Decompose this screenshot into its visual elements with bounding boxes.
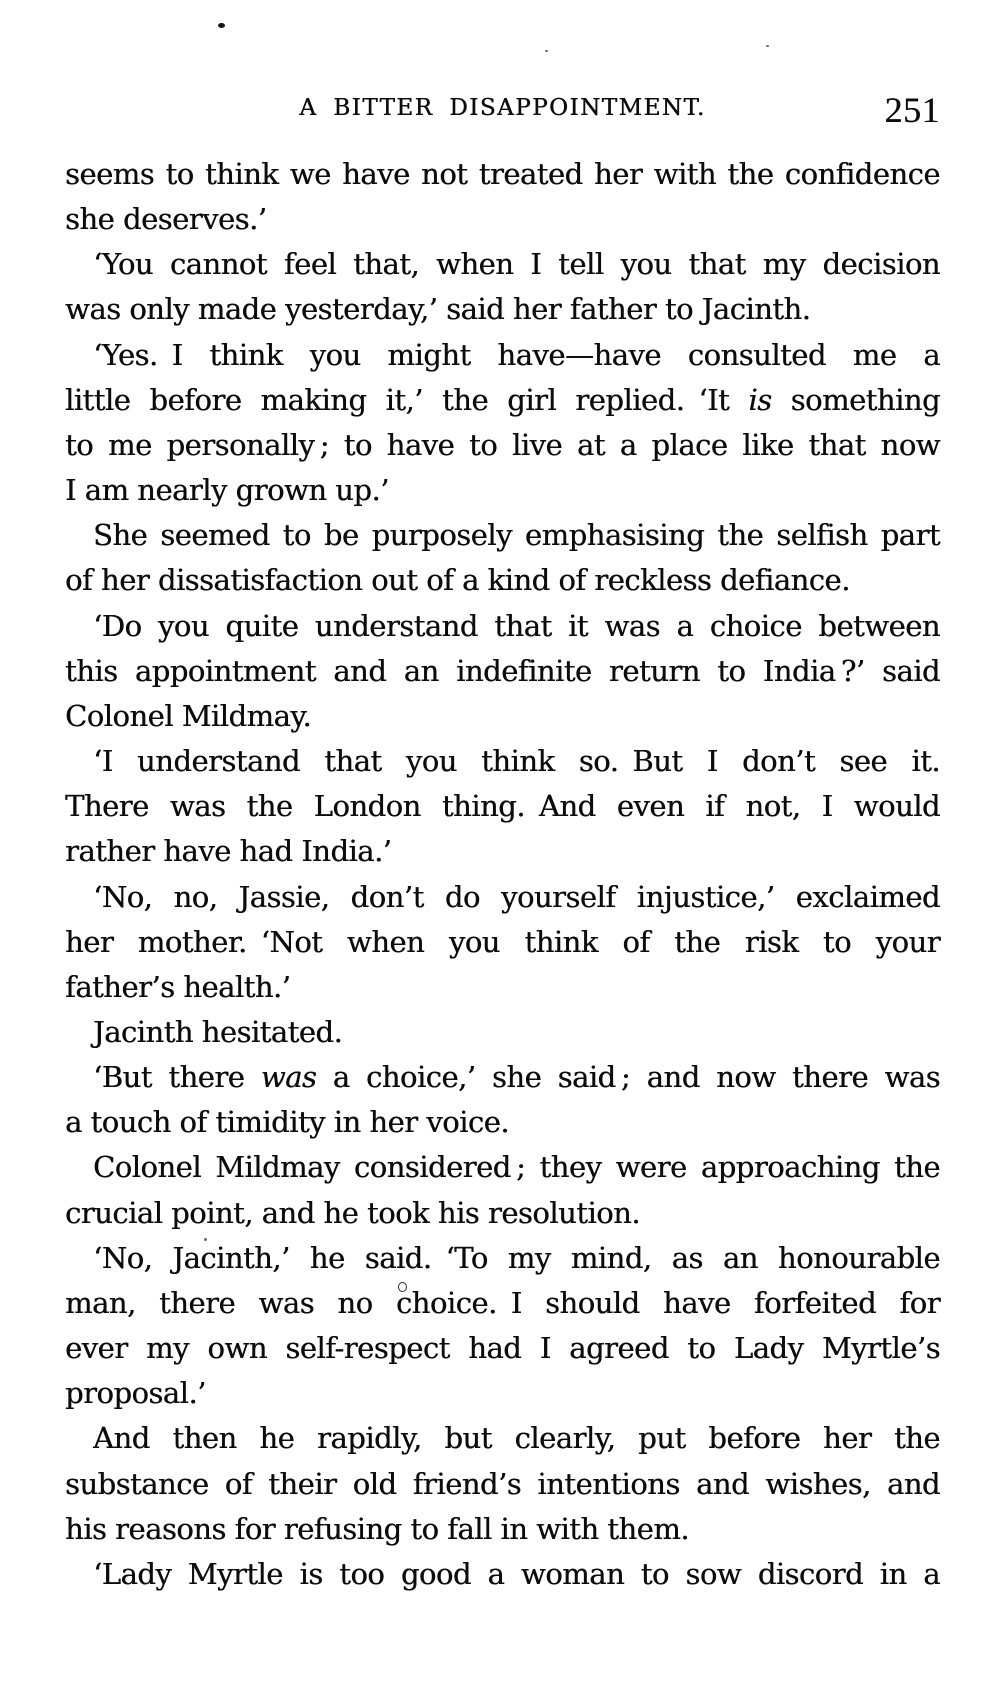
text-line <box>65 1371 940 1416</box>
text-line <box>65 468 940 513</box>
text-segment: ‘Yes. I think you might have—have consulted me a <box>93 337 940 372</box>
text-segment: ‘I understand that you think so. But I don’t see it. <box>93 744 940 779</box>
text-segment: of her dissatisfaction out of a kind of reckless defiance. <box>65 563 850 598</box>
scan-speck <box>218 23 225 28</box>
text-segment: ever my own self-respect had I agreed to Lady Myrtle’s <box>65 1331 940 1366</box>
text-line <box>65 694 940 739</box>
text-line <box>65 242 940 287</box>
text-line <box>65 1507 940 1552</box>
text-segment: ‘No, no, Jassie, don’t do yourself injustice,’ exclaimed <box>93 879 940 914</box>
text-line <box>65 287 940 332</box>
text-line <box>65 739 940 784</box>
paragraph <box>65 1055 940 1145</box>
paragraph <box>65 333 940 514</box>
text-segment: to me personally ; to have to live at a place like that now <box>65 427 940 462</box>
italic-word: is <box>748 382 772 417</box>
paragraph <box>65 152 940 242</box>
italic-word: was <box>260 1060 317 1095</box>
text-line <box>65 1552 940 1597</box>
text-line <box>65 875 940 920</box>
text-line <box>65 152 940 197</box>
text-segment: Colonel Mildmay. <box>65 698 312 733</box>
text-segment: There was the London thing. And even if not, I would <box>65 789 940 824</box>
text-line <box>65 604 940 649</box>
text-segment: Jacinth hesitated. <box>93 1014 343 1049</box>
paragraph <box>65 1552 940 1597</box>
text-line <box>65 784 940 829</box>
text-line <box>65 829 940 874</box>
text-segment: little before making it,’ the girl replied. ‘It <box>65 382 749 417</box>
text-line <box>65 1010 940 1055</box>
text-segment: Colonel Mildmay considered ; they were approaching the <box>93 1150 940 1185</box>
text-line <box>65 1191 940 1236</box>
text-segment: ‘You cannot feel that, when I tell you that my decision <box>93 247 940 282</box>
text-segment: her mother. ‘Not when you think of the risk to your <box>65 924 940 959</box>
text-line <box>65 1462 940 1507</box>
text-segment: man, there was no choice. I should have forfeited for <box>65 1285 940 1320</box>
page-body <box>65 152 940 1597</box>
scan-speck <box>766 45 769 47</box>
scan-speck <box>398 1282 407 1292</box>
text-segment: substance of their old friend’s intentions and wishes, and <box>65 1466 940 1501</box>
text-segment: crucial point, and he took his resolution. <box>65 1195 640 1230</box>
page-number: 251 <box>884 90 940 130</box>
paragraph <box>65 513 940 603</box>
text-segment: a touch of timidity in her voice. <box>65 1105 509 1140</box>
paragraph <box>65 1416 940 1551</box>
text-segment: I am nearly grown up.’ <box>65 473 389 508</box>
text-segment: a choice,’ she said ; and now there was <box>316 1060 940 1095</box>
text-line <box>65 1416 940 1461</box>
text-segment: ‘But there <box>93 1060 261 1095</box>
text-line <box>65 378 940 423</box>
text-line <box>65 1100 940 1145</box>
text-line <box>65 1145 940 1190</box>
paragraph <box>65 604 940 739</box>
text-segment: his reasons for refusing to fall in with them. <box>65 1511 689 1546</box>
text-line <box>65 423 940 468</box>
text-segment: was only made yesterday,’ said her father to Jacinth. <box>65 292 811 327</box>
text-segment: seems to think we have not treated her with the confidence <box>65 157 940 191</box>
text-segment: she deserves.’ <box>65 202 267 237</box>
paragraph <box>65 1010 940 1055</box>
text-segment: this appointment and an indefinite return to India ?’ said <box>65 653 940 688</box>
paragraph <box>65 1236 940 1417</box>
running-title: A BITTER DISAPPOINTMENT. <box>299 95 706 121</box>
scan-speck <box>545 50 548 52</box>
text-segment: rather have had India.’ <box>65 834 392 869</box>
paragraph <box>65 739 940 874</box>
paragraph <box>65 1145 940 1235</box>
text-segment: ‘Lady Myrtle is too good a woman to sow discord in a <box>93 1556 940 1591</box>
text-segment: ‘Do you quite understand that it was a choice between <box>93 608 940 643</box>
text-line <box>65 513 940 558</box>
text-line <box>65 558 940 603</box>
text-line <box>65 1326 940 1371</box>
text-segment: proposal.’ <box>65 1376 206 1411</box>
text-line <box>65 1281 940 1326</box>
text-line <box>65 1055 940 1100</box>
text-line <box>65 965 940 1010</box>
text-line <box>65 333 940 378</box>
text-segment: something <box>771 382 941 417</box>
text-line <box>65 649 940 694</box>
text-segment: And then he rapidly, but clearly, put before her the <box>93 1421 940 1456</box>
text-segment: ‘No, Jacinth,’ he said. ‘To my mind, as an honourable <box>93 1240 940 1275</box>
text-segment: father’s health.’ <box>65 969 291 1004</box>
text-line <box>65 1236 940 1281</box>
paragraph <box>65 242 940 332</box>
text-line <box>65 197 940 242</box>
text-line <box>65 920 940 965</box>
paragraph <box>65 875 940 1010</box>
text-segment: She seemed to be purposely emphasising the selfish part <box>93 518 940 553</box>
scan-speck <box>204 1238 207 1241</box>
